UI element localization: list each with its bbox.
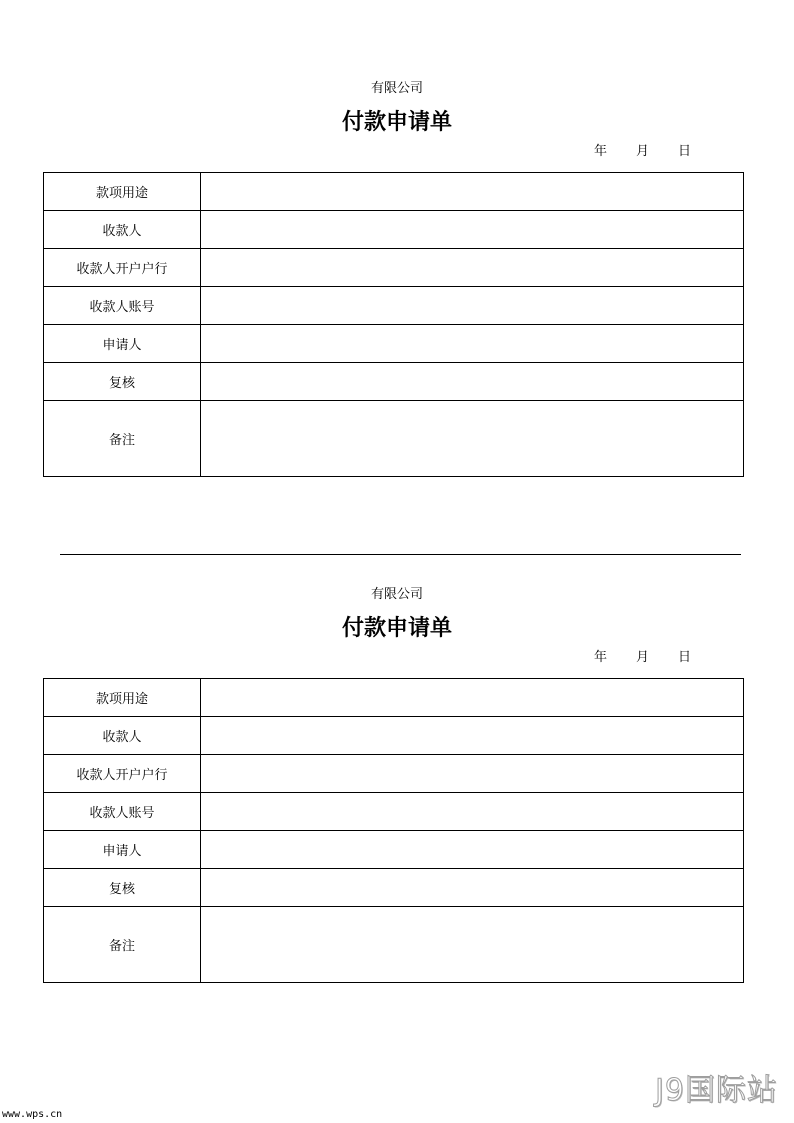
table-row [44,325,744,363]
row-label-payee-account: 收款人账号 [44,287,201,325]
table-row [44,793,744,831]
row-label-purpose: 款项用途 [44,679,201,717]
company-name: 有限公司 [370,81,423,96]
table-row [44,831,744,869]
row-label-payee-bank: 收款人开户户行 [44,249,201,287]
payment-table [43,172,744,477]
company-name: 有限公司 [370,587,423,602]
row-value-payee-bank[interactable] [201,755,744,793]
row-label-payee-bank: 收款人开户户行 [44,755,201,793]
date-month-label: 月 [636,144,650,159]
date-year-label: 年 [594,144,608,159]
table-row [44,401,744,477]
form-title: 付款申请单 [341,615,452,641]
row-value-payee[interactable] [201,211,744,249]
row-value-reviewer[interactable] [201,869,744,907]
row-value-purpose[interactable] [201,679,744,717]
payment-table [43,678,744,983]
row-value-reviewer[interactable] [201,363,744,401]
row-label-reviewer: 复核 [44,869,201,907]
row-value-purpose[interactable] [201,173,744,211]
footer-url: www.wps.cn [2,1109,63,1120]
row-value-payee-bank[interactable] [201,249,744,287]
row-value-remarks[interactable] [201,401,744,477]
row-value-remarks[interactable] [201,907,744,983]
row-label-applicant: 申请人 [44,325,201,363]
table-row [44,907,744,983]
row-label-payee: 收款人 [44,717,201,755]
row-label-payee-account: 收款人账号 [44,793,201,831]
table-row [44,717,744,755]
date-day-label: 日 [678,144,692,159]
table-row [44,679,744,717]
form-title: 付款申请单 [341,109,452,135]
row-value-applicant[interactable] [201,325,744,363]
row-label-reviewer: 复核 [44,363,201,401]
row-label-remarks: 备注 [44,907,201,983]
table-row [44,173,744,211]
row-value-payee[interactable] [201,717,744,755]
table-row [44,211,744,249]
table-row [44,287,744,325]
table-row [44,755,744,793]
date-day-label: 日 [678,650,692,665]
table-row [44,869,744,907]
table-row [44,363,744,401]
row-label-purpose: 款项用途 [44,173,201,211]
row-label-remarks: 备注 [44,401,201,477]
row-label-payee: 收款人 [44,211,201,249]
date-month-label: 月 [636,650,650,665]
table-row [44,249,744,287]
row-value-applicant[interactable] [201,831,744,869]
cut-line-divider [60,554,741,555]
date-year-label: 年 [594,650,608,665]
row-value-payee-account[interactable] [201,287,744,325]
watermark-logo: J9国际站 [655,1073,778,1108]
row-label-applicant: 申请人 [44,831,201,869]
row-value-payee-account[interactable] [201,793,744,831]
